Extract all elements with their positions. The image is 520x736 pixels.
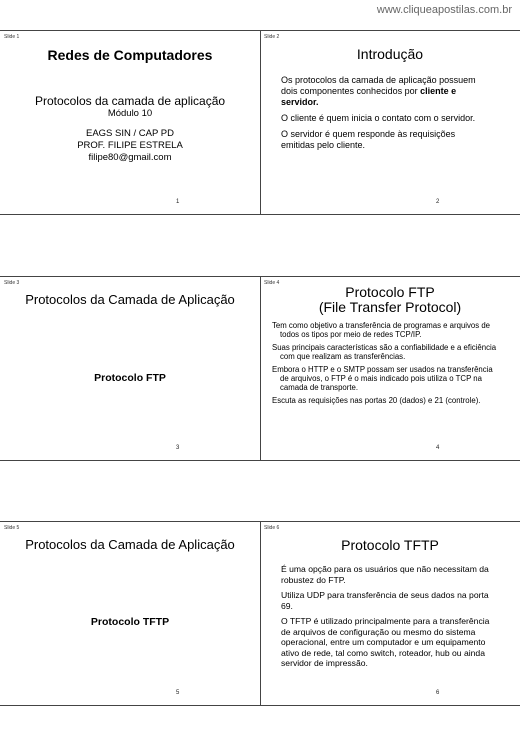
slide-tag: Slide 5 [4, 525, 20, 531]
slide-number: 3 [176, 445, 180, 451]
slide-title-line-1: Protocolo FTP [345, 284, 435, 300]
slide-6 [260, 521, 520, 706]
slide-tag: Slide 3 [4, 280, 20, 286]
list-item: Embora o HTTP e o SMTP possam ser usados na transferência de arquivos, o FTP é o mais indicado pois utiliza o TCP na camada de transporte. [272, 365, 493, 392]
slide-title: Protocolo TFTP [341, 537, 439, 553]
paragraph: O cliente é quem inicia o contato com o servidor. [281, 113, 476, 123]
site-watermark: www.cliqueapostilas.com.br [376, 4, 512, 16]
center-heading: Protocolo TFTP [90, 616, 170, 628]
slide-number: 4 [436, 445, 440, 451]
course-line: EAGS SIN / CAP PD [86, 128, 174, 139]
list-item: Suas principais características são a confiabilidade e a eficiência com que realizam as transferências. [272, 343, 497, 361]
bold-phrase: cliente e servidor. [281, 86, 457, 107]
list-item: O TFTP é utilizado principalmente para a transferência de arquivos de configuração ou mesmo do sistema operacional, entre um computador e um equipamento ativo de rede, tal como switch, roteador, hub ou ainda servidor de impressão. [281, 616, 490, 668]
slide-tag: Slide 4 [264, 280, 280, 286]
paragraph: O servidor é quem responde às requisições emitidas pelo cliente. [281, 129, 456, 150]
professor-line: PROF. FILIPE ESTRELA [77, 140, 183, 151]
slide-title: Introdução [356, 46, 424, 62]
list-item: Utiliza UDP para transferência de seus dados na porta 69. [281, 590, 489, 611]
slide-2 [260, 30, 520, 215]
slide-body [272, 321, 498, 409]
slide-row-3 [0, 521, 520, 706]
slide-row-2 [0, 276, 520, 461]
slide-title: Redes de Computadores [47, 47, 213, 63]
slide-3 [0, 276, 260, 461]
center-heading: Protocolo FTP [94, 372, 166, 384]
list-item: Escuta as requisições nas portas 20 (dados) e 21 (controle). [272, 396, 481, 405]
slide-tag: Slide 2 [264, 34, 280, 40]
email-line: filipe80@gmail.com [88, 152, 172, 163]
slide-title-line-2: (File Transfer Protocol) [318, 299, 462, 315]
slide-title: Protocolos da Camada de Aplicação [25, 292, 235, 307]
slide-number: 1 [176, 199, 180, 205]
slide-number: 5 [176, 690, 180, 696]
slide-row-1 [0, 30, 520, 215]
slide-tag: Slide 1 [4, 34, 20, 40]
list-item: É uma opção para os usuários que não necessitam da robustez do FTP. [281, 564, 489, 585]
slide-subtitle: Protocolos da camada de aplicação [34, 94, 226, 108]
slide-title: Protocolos da Camada de Aplicação [25, 537, 235, 552]
slide-4 [260, 276, 520, 461]
slide-body [281, 564, 491, 674]
list-item: Tem como objetivo a transferência de programas e arquivos de todos os tipos por meio de redes TCP/IP. [272, 321, 490, 339]
slide-tag: Slide 6 [264, 525, 280, 531]
slide-5 [0, 521, 260, 706]
paragraph: Os protocolos da camada de aplicação possuem dois componentes conhecidos por cliente e servidor. [281, 75, 476, 107]
slide-number: 2 [436, 199, 440, 205]
slide-1 [0, 30, 260, 215]
slide-body [281, 75, 491, 156]
module-label: Módulo 10 [107, 108, 153, 119]
slide-number: 6 [436, 690, 440, 696]
